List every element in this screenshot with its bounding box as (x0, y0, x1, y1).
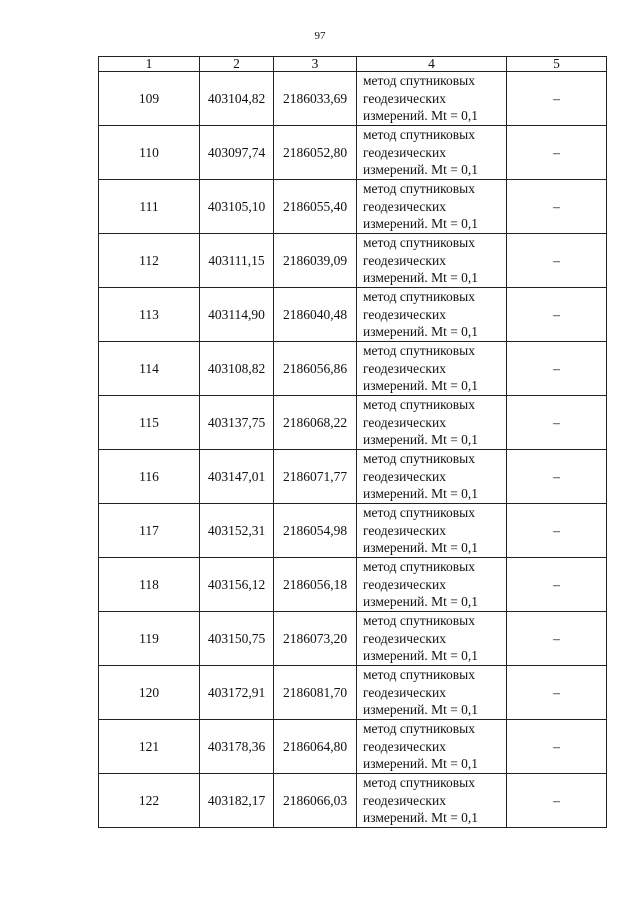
method-text-line: геодезических (363, 360, 446, 376)
method-cell (357, 504, 507, 558)
point-number-cell: 117 (99, 504, 200, 558)
y-coordinate-cell: 2186064,80 (274, 720, 357, 774)
note-cell: – (507, 558, 607, 612)
x-coordinate-cell: 403108,82 (200, 342, 274, 396)
method-cell (357, 234, 507, 288)
method-text-line: измерений. Mt = 0,1 (363, 324, 479, 340)
method-text-line: геодезических (363, 90, 446, 106)
note-cell: – (507, 450, 607, 504)
method-text-line: геодезических (363, 306, 446, 322)
note-cell: – (507, 720, 607, 774)
method-text-line: измерений. Mt = 0,1 (363, 108, 479, 124)
method-cell (357, 72, 507, 126)
x-coordinate-cell: 403152,31 (200, 504, 274, 558)
table-row (99, 396, 607, 450)
y-coordinate-cell: 2186055,40 (274, 180, 357, 234)
method-text-line: измерений. Mt = 0,1 (363, 810, 479, 826)
point-number-cell: 120 (99, 666, 200, 720)
method-text-line: геодезических (363, 738, 446, 754)
column-header-4: 4 (357, 57, 507, 72)
method-text-line: геодезических (363, 522, 446, 538)
page-number: 97 (314, 30, 326, 42)
y-coordinate-cell: 2186052,80 (274, 126, 357, 180)
method-text-line: измерений. Mt = 0,1 (363, 162, 479, 178)
table-row (99, 558, 607, 612)
method-text-line: измерений. Mt = 0,1 (363, 702, 479, 718)
note-cell: – (507, 234, 607, 288)
method-text-line: метод спутниковых (363, 721, 475, 737)
note-cell: – (507, 504, 607, 558)
x-coordinate-cell: 403182,17 (200, 774, 274, 828)
y-coordinate-cell: 2186054,98 (274, 504, 357, 558)
table-row (99, 450, 607, 504)
method-text-line: геодезических (363, 198, 446, 214)
y-coordinate-cell: 2186081,70 (274, 666, 357, 720)
x-coordinate-cell: 403172,91 (200, 666, 274, 720)
point-number-cell: 110 (99, 126, 200, 180)
note-cell: – (507, 396, 607, 450)
table-row (99, 288, 607, 342)
method-text-line: метод спутниковых (363, 775, 475, 791)
table-header-row (99, 57, 607, 72)
y-coordinate-cell: 2186039,09 (274, 234, 357, 288)
method-text-line: геодезических (363, 468, 446, 484)
table-row (99, 234, 607, 288)
method-cell (357, 126, 507, 180)
method-cell (357, 450, 507, 504)
column-header-1: 1 (99, 57, 200, 72)
note-cell: – (507, 774, 607, 828)
column-header-5: 5 (507, 57, 607, 72)
method-text-line: измерений. Mt = 0,1 (363, 594, 479, 610)
method-text-line: геодезических (363, 414, 446, 430)
method-text-line: измерений. Mt = 0,1 (363, 216, 479, 232)
method-cell (357, 774, 507, 828)
point-number-cell: 118 (99, 558, 200, 612)
method-cell (357, 612, 507, 666)
method-text-line: метод спутниковых (363, 289, 475, 305)
method-text-line: измерений. Mt = 0,1 (363, 756, 479, 772)
method-text-line: геодезических (363, 792, 446, 808)
method-text-line: метод спутниковых (363, 667, 475, 683)
method-text-line: измерений. Mt = 0,1 (363, 432, 479, 448)
y-coordinate-cell: 2186033,69 (274, 72, 357, 126)
note-cell: – (507, 126, 607, 180)
method-cell (357, 666, 507, 720)
point-number-cell: 115 (99, 396, 200, 450)
x-coordinate-cell: 403097,74 (200, 126, 274, 180)
note-cell: – (507, 72, 607, 126)
method-text-line: метод спутниковых (363, 505, 475, 521)
y-coordinate-cell: 2186056,18 (274, 558, 357, 612)
x-coordinate-cell: 403111,15 (200, 234, 274, 288)
x-coordinate-cell: 403150,75 (200, 612, 274, 666)
table-row (99, 126, 607, 180)
method-text-line: метод спутниковых (363, 559, 475, 575)
table-row (99, 612, 607, 666)
point-number-cell: 116 (99, 450, 200, 504)
method-text-line: метод спутниковых (363, 73, 475, 89)
x-coordinate-cell: 403114,90 (200, 288, 274, 342)
method-text-line: геодезических (363, 684, 446, 700)
method-text-line: метод спутниковых (363, 397, 475, 413)
method-text-line: геодезических (363, 144, 446, 160)
note-cell: – (507, 612, 607, 666)
point-number-cell: 109 (99, 72, 200, 126)
method-text-line: метод спутниковых (363, 343, 475, 359)
point-number-cell: 119 (99, 612, 200, 666)
x-coordinate-cell: 403178,36 (200, 720, 274, 774)
method-text-line: метод спутниковых (363, 235, 475, 251)
point-number-cell: 111 (99, 180, 200, 234)
note-cell: – (507, 288, 607, 342)
method-text-line: измерений. Mt = 0,1 (363, 486, 479, 502)
column-header-3: 3 (274, 57, 357, 72)
method-text-line: метод спутниковых (363, 613, 475, 629)
method-cell (357, 720, 507, 774)
table-row (99, 720, 607, 774)
note-cell: – (507, 342, 607, 396)
table-row (99, 342, 607, 396)
method-text-line: метод спутниковых (363, 127, 475, 143)
method-text-line: измерений. Mt = 0,1 (363, 648, 479, 664)
y-coordinate-cell: 2186068,22 (274, 396, 357, 450)
table-row (99, 504, 607, 558)
x-coordinate-cell: 403156,12 (200, 558, 274, 612)
y-coordinate-cell: 2186056,86 (274, 342, 357, 396)
method-text-line: геодезических (363, 252, 446, 268)
y-coordinate-cell: 2186066,03 (274, 774, 357, 828)
method-cell (357, 396, 507, 450)
method-cell (357, 180, 507, 234)
method-cell (357, 342, 507, 396)
x-coordinate-cell: 403147,01 (200, 450, 274, 504)
point-number-cell: 121 (99, 720, 200, 774)
method-text-line: геодезических (363, 576, 446, 592)
method-text-line: измерений. Mt = 0,1 (363, 540, 479, 556)
method-text-line: измерений. Mt = 0,1 (363, 378, 479, 394)
y-coordinate-cell: 2186073,20 (274, 612, 357, 666)
y-coordinate-cell: 2186071,77 (274, 450, 357, 504)
point-number-cell: 122 (99, 774, 200, 828)
table-row (99, 666, 607, 720)
note-cell: – (507, 666, 607, 720)
point-number-cell: 114 (99, 342, 200, 396)
x-coordinate-cell: 403105,10 (200, 180, 274, 234)
table-row (99, 72, 607, 126)
x-coordinate-cell: 403104,82 (200, 72, 274, 126)
point-number-cell: 112 (99, 234, 200, 288)
method-text-line: метод спутниковых (363, 451, 475, 467)
y-coordinate-cell: 2186040,48 (274, 288, 357, 342)
point-number-cell: 113 (99, 288, 200, 342)
method-cell (357, 558, 507, 612)
note-cell: – (507, 180, 607, 234)
x-coordinate-cell: 403137,75 (200, 396, 274, 450)
method-cell (357, 288, 507, 342)
table-body (99, 72, 607, 828)
table-row (99, 180, 607, 234)
coordinates-table (98, 56, 607, 828)
method-text-line: геодезических (363, 630, 446, 646)
method-text-line: метод спутниковых (363, 181, 475, 197)
method-text-line: измерений. Mt = 0,1 (363, 270, 479, 286)
table-row (99, 774, 607, 828)
column-header-2: 2 (200, 57, 274, 72)
